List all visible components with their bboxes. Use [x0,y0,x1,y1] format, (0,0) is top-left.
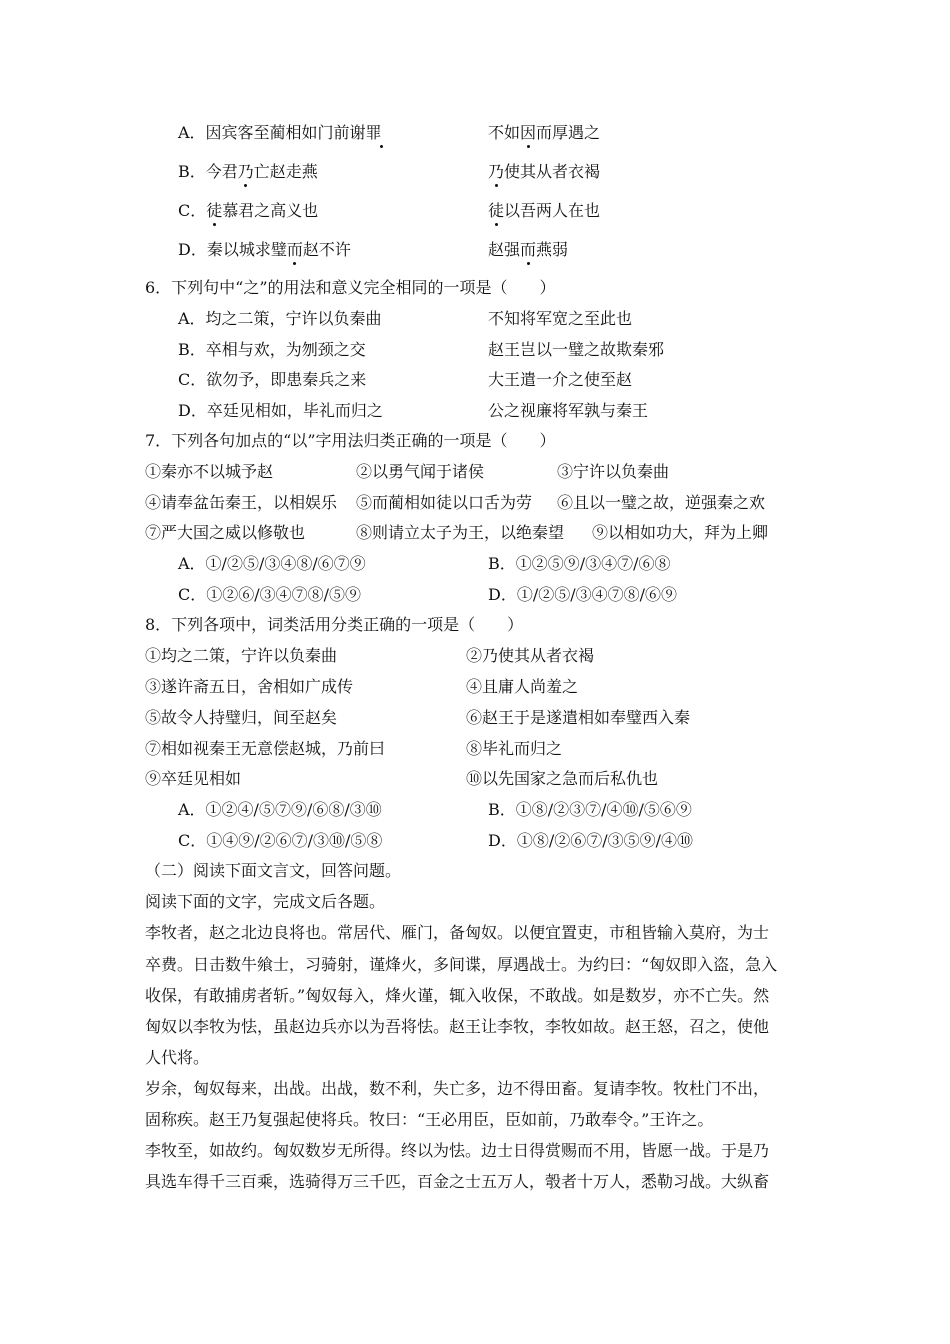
q7-item-3: ③宁许以负秦曲 [557,462,670,481]
q5-a-right: 不如因而厚遇之 [488,123,601,142]
q8-item-8: ⑧毕礼而归之 [466,739,563,758]
section2-intro: 阅读下面的文字，完成文后各题。 [145,892,386,911]
passage-line: 人代将。 [145,1048,210,1067]
q6-option-c-left: C．欲勿予，即患秦兵之来 [178,370,367,389]
q7-item-9: ⑨以相如功大，拜为上卿 [592,523,769,542]
q8-item-1: ①均之二策，宁许以负秦曲 [145,646,338,665]
q7-item-5: ⑤而蔺相如徒以口舌为劳 [356,493,533,512]
q7-answer-a: A．①/②⑤/③④⑧/⑥⑦⑨ [178,554,366,573]
q6-stem: 6．下列句中“之”的用法和意义完全相同的一项是（ ） [145,278,556,297]
q8-item-7: ⑦相如视秦王无意偿赵城，乃前曰 [145,739,386,758]
passage-line: 固称疾。赵王乃复强起使将兵。牧曰：“王必用臣，臣如前，乃敢奉令。”王许之。 [145,1110,714,1129]
q8-item-9: ⑨卒廷见相如 [145,769,242,788]
q8-item-3: ③遂许斋五日，舍相如广成传 [145,677,354,696]
q8-answer-b: B．①⑧/②③⑦/④⑩/⑤⑥⑨ [488,800,692,819]
q8-stem: 8．下列各项中，词类活用分类正确的一项是（ ） [145,615,524,634]
q6-option-b-left: B．卒相与欢，为刎颈之交 [178,340,366,359]
q8-item-10: ⑩以先国家之急而后私仇也 [466,769,659,788]
q5-d-right: 赵强而燕弱 [488,240,569,259]
q7-item-8: ⑧则请立太子为王，以绝秦望 [356,523,565,542]
passage-line: 卒费。日击数牛飨士，习骑射，谨烽火，多间谍，厚遇战士。为约曰：“匈奴即入盗，急入 [145,955,778,974]
q6-option-d-right: 公之视廉将军孰与秦王 [488,401,649,420]
q7-answer-d: D．①/②⑤/③④⑦⑧/⑥⑨ [488,585,678,604]
q6-option-a-right: 不知将军宽之至此也 [488,309,633,328]
passage-line: 李牧至，如故约。匈奴数岁无所得。终以为怯。边士日得赏赐而不用，皆愿一战。于是乃 [145,1141,770,1160]
passage-line: 收保，有敢捕虏者斩。”匈奴每入，烽火谨，辄入收保，不敢战。如是数岁，亦不亡失。然 [145,986,770,1005]
passage-line: 匈奴以李牧为怯，虽赵边兵亦以为吾将怯。赵王让李牧，李牧如故。赵王怒，召之，使他 [145,1017,770,1036]
q7-stem: 7．下列各句加点的“以”字用法归类正确的一项是（ ） [145,431,556,450]
q6-option-d-left: D．卒廷见相如，毕礼而归之 [178,401,383,420]
q5-b-right: 乃使其从者衣褐 [488,162,601,181]
q8-answer-d: D．①⑧/②⑥⑦/③⑤⑨/④⑩ [488,831,694,850]
q8-item-2: ②乃使其从者衣褐 [466,646,595,665]
q6-option-b-right: 赵王岂以一璧之故欺秦邪 [488,340,665,359]
q5-a-left: A．因宾客至蔺相如门前谢罪 [178,123,382,142]
passage-line: 李牧者，赵之北边良将也。常居代、雁门，备匈奴。以便宜置吏，市租皆输入莫府，为士 [145,923,770,942]
q6-option-c-right: 大王遣一介之使至赵 [488,370,633,389]
q7-answer-c: C．①②⑥/③④⑦⑧/⑤⑨ [178,585,362,604]
q7-item-2: ②以勇气闻于诸侯 [356,462,485,481]
q7-item-7: ⑦严大国之威以修敬也 [145,523,306,542]
passage-line: 岁余，匈奴每来，出战。出战，数不利，失亡多，边不得田畜。复请李牧。牧杜门不出， [145,1079,770,1098]
q8-item-5: ⑤故令人持璧归，间至赵矣 [145,708,338,727]
q7-item-4: ④请奉盆缶秦王，以相娱乐 [145,493,338,512]
q5-d-left: D．秦以城求璧而赵不许 [178,240,351,259]
q5-c-left: C．徒慕君之高义也 [178,201,319,220]
q7-item-1: ①秦亦不以城予赵 [145,462,274,481]
q8-item-6: ⑥赵王于是遂遣相如奉璧西入秦 [466,708,691,727]
q8-item-4: ④且庸人尚羞之 [466,677,579,696]
q7-answer-b: B．①②⑤⑨/③④⑦/⑥⑧ [488,554,671,573]
q5-b-left: B．今君乃亡赵走燕 [178,162,318,181]
q8-answer-c: C．①④⑨/②⑥⑦/③⑩/⑤⑧ [178,831,383,850]
passage-line: 具选车得千三百乘，选骑得万三千匹，百金之士五万人，彀者十万人，悉勒习战。大纵畜 [145,1172,770,1191]
q5-c-right: 徒以吾两人在也 [488,201,601,220]
q7-item-6: ⑥且以一璧之故，逆强秦之欢 [557,493,766,512]
section2-heading: （二）阅读下面文言文，回答问题。 [145,861,402,880]
q8-answer-a: A．①②④/⑤⑦⑨/⑥⑧/③⑩ [178,800,382,819]
q6-option-a-left: A．均之二策，宁许以负秦曲 [178,309,382,328]
